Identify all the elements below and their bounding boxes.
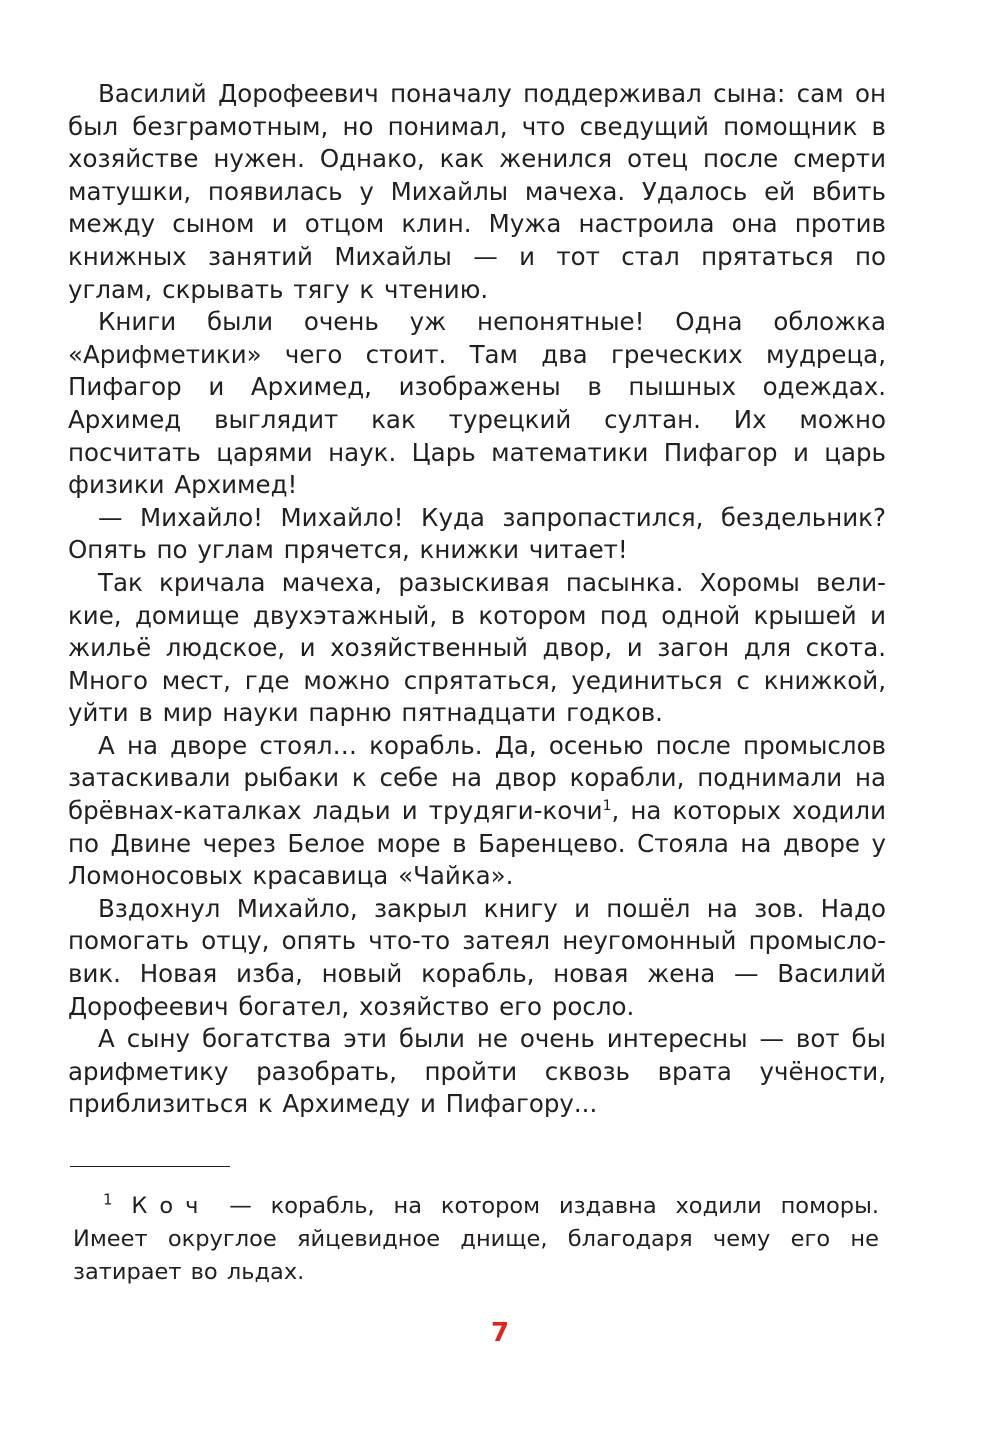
footnote-reference[interactable]: 1	[602, 797, 612, 814]
paragraph-text-continued: , на которых ходили по Двине через Белое море в Баренцево. Стояла на дворе у Ломоносовых красавица «Чайка».	[68, 796, 886, 891]
page-number: 7	[490, 1318, 510, 1348]
footnote-text: — корабль, на котором издавна ходили поморы. Имеет округлое яйцевидное днище, благодаря чему его не затирает во льдах.	[73, 1193, 880, 1285]
paragraph: Василий Дорофеевич поначалу поддерживал сына: сам он был безграмотным, но понимал, что сведущий помощник в хозяйстве нужен. Однако, как женился отец после смерти матушки, появилась у Михайлы мачеха. Удалось ей вбить между сыном и отцом клин. Мужа настроила она против книжных занятий Михайлы — и тот стал прятаться по углам, скрывать тягу к чтению.	[68, 79, 886, 304]
footnote-term: Коч	[131, 1193, 211, 1219]
paragraph: Книги были очень уж непонятные! Одна обложка «Арифметики» чего стоит. Там два греческих мудреца, Пифагор и Архимед, изображены в пышных одеждах. Архимед выглядит как турецкий султан. Их можно посчитать царями наук. Царь математики Пифагор и царь физики Архимед!	[68, 307, 886, 500]
paragraph-text: А на дворе стоял… корабль. Да, осенью после промыслов затаскивали рыбаки к себе на двор корабли, поднимали на брёвнах-каталках ладьи и трудяги-кочи	[68, 730, 886, 826]
paragraph-with-footnote-ref	[68, 730, 886, 893]
paragraph: А сыну богатства эти были не очень интересны — вот бы арифметику разобрать, пройти сквозь врата учёности, приблизиться к Архимеду и Пифагору...	[68, 1024, 886, 1119]
footnote-divider	[70, 1166, 230, 1167]
paragraph: Вздохнул Михайло, закрыл книгу и пошёл на зов. Надо помогать отцу, опять что-то затеял неугомонный промысловик. Новая изба, новый корабль, новая жена — Василий Дорофеевич богател, хозяйство его росло.	[68, 893, 886, 1021]
main-text	[68, 78, 886, 1121]
paragraph: Так кричала мачеха, разыскивая пасынка. Хоромы великие, домище двухэтажный, в котором под одной крышей и жильё людское, и хозяйственный двор, и загон для скота. Много мест, где можно спрятаться, уединиться с книжкой, уйти в мир науки парню пятнадцати годков.	[68, 567, 886, 728]
footnote-mark: 1	[103, 1190, 113, 1209]
paragraph: — Михайло! Михайло! Куда запропастился, бездельник? Опять по углам прячется, книжки читает!	[68, 502, 886, 565]
footnote	[73, 1190, 879, 1289]
